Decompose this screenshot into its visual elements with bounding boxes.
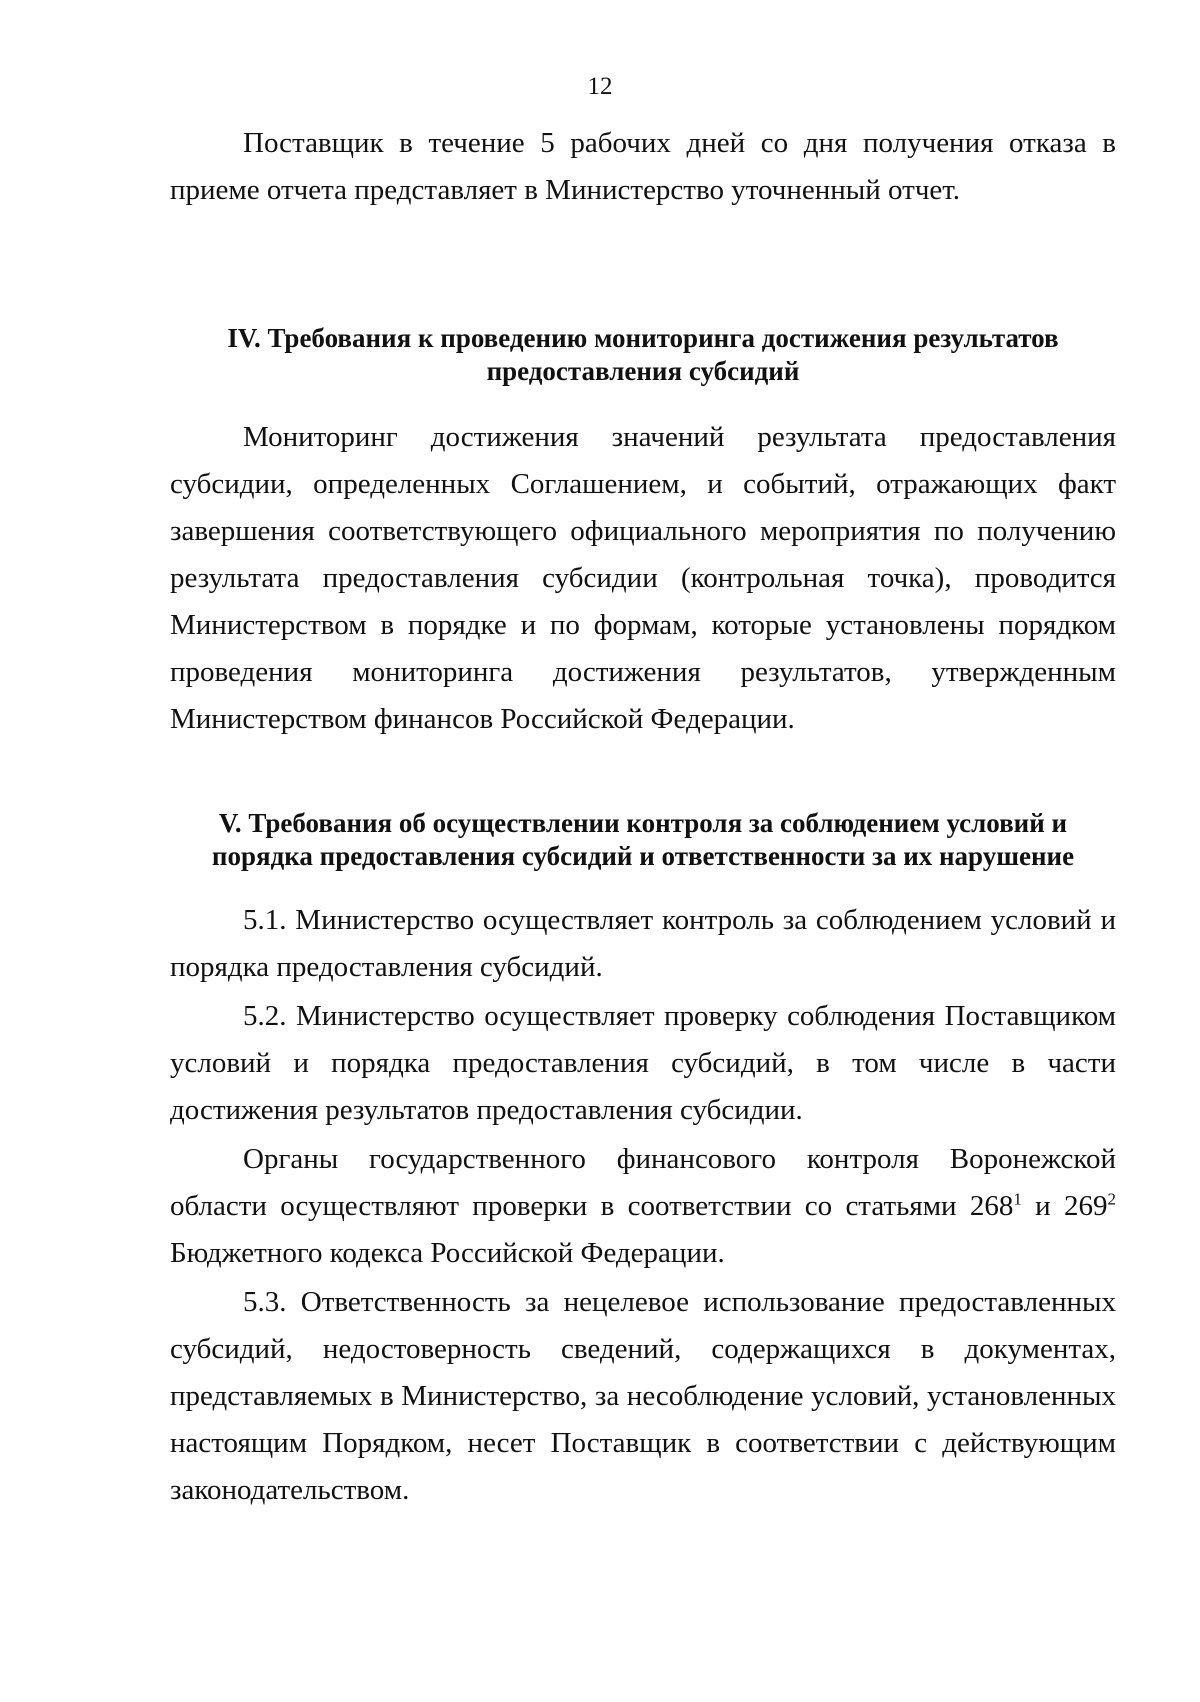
- section-4-heading-line-2: предоставления субсидий: [486, 356, 800, 386]
- section-4-heading-line-1: IV. Требования к проведению мониторинга достижения результатов: [227, 323, 1059, 353]
- section-5-heading: [170, 807, 1116, 873]
- intro-paragraph: Поставщик в течение 5 рабочих дней со дня получения отказа в приеме отчета представляет в Министерство уточненный отчет.: [170, 127, 1116, 206]
- document-body: [170, 120, 1116, 1514]
- section-5-1-paragraph: 5.1. Министерство осуществляет контроль за соблюдением условий и порядка предоставления субсидий.: [170, 904, 1116, 983]
- section-5-heading-line-1: V. Требования об осуществлении контроля за соблюдением условий и: [218, 808, 1068, 838]
- section-4-heading: [170, 322, 1116, 388]
- section-5-3-paragraph: 5.3. Ответственность за нецелевое использование предоставленных субсидий, недостоверность сведений, содержащихся в документах, представляемых в Министерство, за несоблюдение условий, установленных настоящим Порядком, несет Поставщик в соответствии с действующим законодательством.: [170, 1286, 1116, 1506]
- section-5-heading-line-2: порядка предоставления субсидий и ответственности за их нарушение: [211, 841, 1075, 871]
- budget-code-text-1: Органы государственного финансового контроля Воронежской области осуществляют проверки в соответствии со статьями 268: [170, 1143, 1116, 1222]
- page-number: 12: [587, 73, 613, 100]
- section-4-paragraph: Мониторинг достижения значений результата предоставления субсидии, определенных Соглашением, и событий, отражающих факт завершения соответствующего официального мероприятия по получению результата предоставления субсидии (контрольная точка), проводится Министерством в порядке и по формам, которые установлены порядком проведения мониторинга достижения результатов, утвержденным Министерством финансов Российской Федерации.: [170, 421, 1116, 735]
- budget-code-paragraph: [170, 1136, 1116, 1277]
- footnote-sup-1: 1: [1013, 1189, 1022, 1209]
- footnote-sup-2: 2: [1107, 1189, 1116, 1209]
- section-5-2-paragraph: 5.2. Министерство осуществляет проверку соблюдения Поставщиком условий и порядка предоставления субсидий, в том числе в части достижения результатов предоставления субсидии.: [170, 1000, 1116, 1126]
- budget-code-text-2: и 269: [1021, 1190, 1108, 1222]
- budget-code-text-3: Бюджетного кодекса Российской Федерации.: [170, 1237, 725, 1269]
